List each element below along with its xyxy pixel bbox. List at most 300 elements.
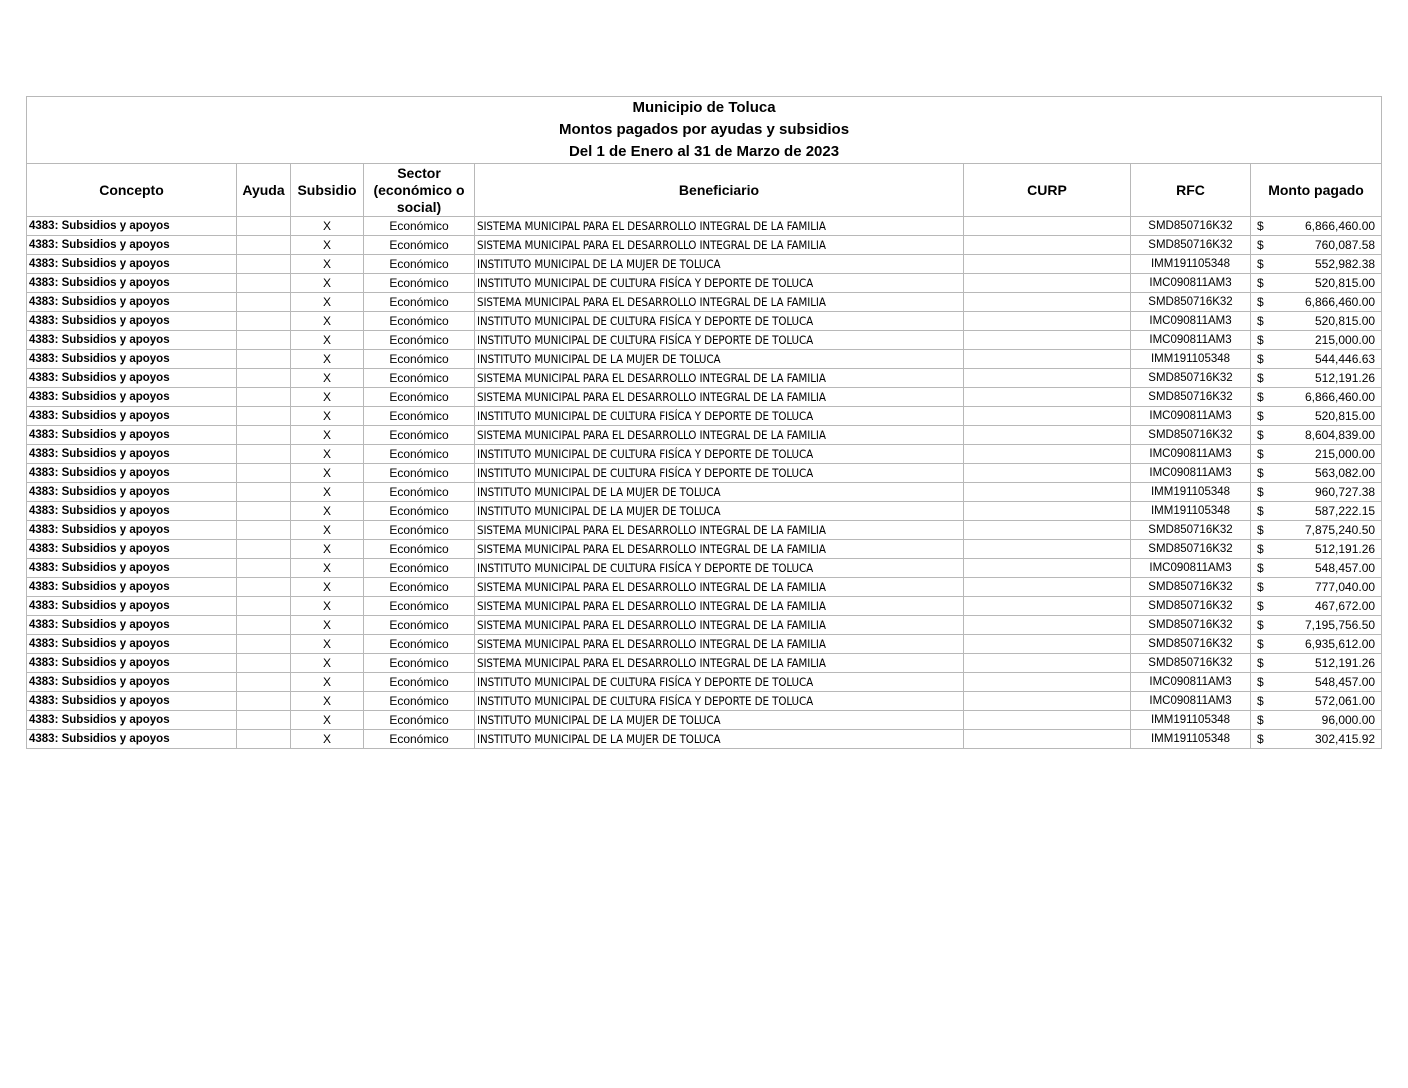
cell-subsidio: X	[291, 464, 364, 483]
cell-beneficiario: SISTEMA MUNICIPAL PARA EL DESARROLLO INTEGRAL DE LA FAMILIA	[475, 635, 964, 654]
cell-beneficiario: INSTITUTO MUNICIPAL DE CULTURA FISÍCA Y DEPORTE DE TOLUCA	[475, 331, 964, 350]
currency-symbol: $	[1257, 637, 1264, 651]
amount-value: 6,935,612.00	[1304, 637, 1376, 651]
report-title-block	[27, 97, 1382, 164]
table-row	[27, 236, 1382, 255]
currency-symbol: $	[1257, 428, 1264, 442]
cell-concepto: 4383: Subsidios y apoyos	[27, 369, 237, 388]
cell-curp	[964, 578, 1131, 597]
cell-monto	[1251, 407, 1382, 426]
cell-subsidio: X	[291, 293, 364, 312]
amount-value: 552,982.38	[1314, 257, 1376, 271]
cell-curp	[964, 540, 1131, 559]
currency-symbol: $	[1257, 504, 1264, 518]
cell-beneficiario: SISTEMA MUNICIPAL PARA EL DESARROLLO INTEGRAL DE LA FAMILIA	[475, 217, 964, 236]
amount-value: 6,866,460.00	[1304, 390, 1376, 404]
cell-curp	[964, 483, 1131, 502]
cell-sector: Económico	[364, 369, 475, 388]
cell-concepto: 4383: Subsidios y apoyos	[27, 464, 237, 483]
table-row	[27, 616, 1382, 635]
cell-rfc: SMD850716K32	[1131, 369, 1251, 388]
cell-concepto: 4383: Subsidios y apoyos	[27, 521, 237, 540]
cell-monto	[1251, 255, 1382, 274]
cell-concepto: 4383: Subsidios y apoyos	[27, 445, 237, 464]
table-row	[27, 730, 1382, 749]
table-row	[27, 540, 1382, 559]
cell-subsidio: X	[291, 692, 364, 711]
cell-ayuda	[237, 426, 291, 445]
cell-rfc: IMC090811AM3	[1131, 312, 1251, 331]
cell-subsidio: X	[291, 217, 364, 236]
cell-beneficiario: SISTEMA MUNICIPAL PARA EL DESARROLLO INTEGRAL DE LA FAMILIA	[475, 654, 964, 673]
cell-monto	[1251, 350, 1382, 369]
currency-symbol: $	[1257, 333, 1264, 347]
cell-monto	[1251, 635, 1382, 654]
amount-value: 467,672.00	[1314, 599, 1376, 613]
cell-concepto: 4383: Subsidios y apoyos	[27, 597, 237, 616]
amount-value: 215,000.00	[1314, 447, 1376, 461]
cell-beneficiario: SISTEMA MUNICIPAL PARA EL DESARROLLO INTEGRAL DE LA FAMILIA	[475, 597, 964, 616]
cell-rfc: IMM191105348	[1131, 502, 1251, 521]
cell-concepto: 4383: Subsidios y apoyos	[27, 673, 237, 692]
cell-ayuda	[237, 274, 291, 293]
cell-rfc: IMC090811AM3	[1131, 692, 1251, 711]
cell-monto	[1251, 654, 1382, 673]
cell-beneficiario: SISTEMA MUNICIPAL PARA EL DESARROLLO INTEGRAL DE LA FAMILIA	[475, 388, 964, 407]
currency-symbol: $	[1257, 580, 1264, 594]
cell-ayuda	[237, 654, 291, 673]
cell-curp	[964, 236, 1131, 255]
cell-subsidio: X	[291, 388, 364, 407]
cell-ayuda	[237, 578, 291, 597]
table-row	[27, 274, 1382, 293]
col-header-monto: Monto pagado	[1251, 164, 1382, 217]
cell-curp	[964, 616, 1131, 635]
cell-subsidio: X	[291, 521, 364, 540]
cell-concepto: 4383: Subsidios y apoyos	[27, 274, 237, 293]
cell-monto	[1251, 673, 1382, 692]
currency-symbol: $	[1257, 314, 1264, 328]
cell-sector: Económico	[364, 597, 475, 616]
cell-sector: Económico	[364, 293, 475, 312]
cell-beneficiario: INSTITUTO MUNICIPAL DE LA MUJER DE TOLUCA	[475, 502, 964, 521]
cell-rfc: SMD850716K32	[1131, 616, 1251, 635]
cell-sector: Económico	[364, 255, 475, 274]
cell-sector: Económico	[364, 654, 475, 673]
cell-ayuda	[237, 616, 291, 635]
cell-subsidio: X	[291, 407, 364, 426]
table-row	[27, 673, 1382, 692]
table-row	[27, 692, 1382, 711]
amount-value: 572,061.00	[1314, 694, 1376, 708]
currency-symbol: $	[1257, 295, 1264, 309]
cell-monto	[1251, 388, 1382, 407]
cell-curp	[964, 654, 1131, 673]
subsidies-table	[26, 96, 1382, 749]
cell-concepto: 4383: Subsidios y apoyos	[27, 654, 237, 673]
currency-symbol: $	[1257, 599, 1264, 613]
cell-sector: Económico	[364, 711, 475, 730]
cell-curp	[964, 369, 1131, 388]
cell-beneficiario: INSTITUTO MUNICIPAL DE LA MUJER DE TOLUCA	[475, 711, 964, 730]
cell-sector: Económico	[364, 426, 475, 445]
cell-subsidio: X	[291, 502, 364, 521]
cell-concepto: 4383: Subsidios y apoyos	[27, 255, 237, 274]
cell-beneficiario: SISTEMA MUNICIPAL PARA EL DESARROLLO INTEGRAL DE LA FAMILIA	[475, 369, 964, 388]
cell-curp	[964, 274, 1131, 293]
cell-curp	[964, 312, 1131, 331]
currency-symbol: $	[1257, 542, 1264, 556]
cell-ayuda	[237, 673, 291, 692]
amount-value: 520,815.00	[1314, 314, 1376, 328]
col-header-ayuda: Ayuda	[237, 164, 291, 217]
cell-ayuda	[237, 293, 291, 312]
currency-symbol: $	[1257, 561, 1264, 575]
cell-ayuda	[237, 255, 291, 274]
cell-ayuda	[237, 464, 291, 483]
cell-ayuda	[237, 540, 291, 559]
cell-rfc: SMD850716K32	[1131, 426, 1251, 445]
cell-ayuda	[237, 483, 291, 502]
cell-beneficiario: INSTITUTO MUNICIPAL DE CULTURA FISÍCA Y DEPORTE DE TOLUCA	[475, 274, 964, 293]
cell-sector: Económico	[364, 502, 475, 521]
cell-ayuda	[237, 559, 291, 578]
cell-beneficiario: INSTITUTO MUNICIPAL DE LA MUJER DE TOLUCA	[475, 483, 964, 502]
currency-symbol: $	[1257, 409, 1264, 423]
col-header-subsidio: Subsidio	[291, 164, 364, 217]
cell-beneficiario: SISTEMA MUNICIPAL PARA EL DESARROLLO INTEGRAL DE LA FAMILIA	[475, 540, 964, 559]
amount-value: 215,000.00	[1314, 333, 1376, 347]
cell-subsidio: X	[291, 426, 364, 445]
cell-concepto: 4383: Subsidios y apoyos	[27, 350, 237, 369]
cell-rfc: SMD850716K32	[1131, 635, 1251, 654]
cell-sector: Económico	[364, 236, 475, 255]
cell-monto	[1251, 692, 1382, 711]
cell-monto	[1251, 730, 1382, 749]
table-row	[27, 654, 1382, 673]
report-title-subject: Montos pagados por ayudas y subsidios	[559, 121, 850, 138]
cell-beneficiario: SISTEMA MUNICIPAL PARA EL DESARROLLO INTEGRAL DE LA FAMILIA	[475, 616, 964, 635]
cell-beneficiario: SISTEMA MUNICIPAL PARA EL DESARROLLO INTEGRAL DE LA FAMILIA	[475, 578, 964, 597]
cell-curp	[964, 464, 1131, 483]
cell-rfc: SMD850716K32	[1131, 388, 1251, 407]
cell-curp	[964, 331, 1131, 350]
cell-concepto: 4383: Subsidios y apoyos	[27, 217, 237, 236]
cell-sector: Económico	[364, 635, 475, 654]
table-row	[27, 464, 1382, 483]
amount-value: 548,457.00	[1314, 561, 1376, 575]
cell-ayuda	[237, 597, 291, 616]
cell-monto	[1251, 597, 1382, 616]
cell-monto	[1251, 369, 1382, 388]
cell-curp	[964, 445, 1131, 464]
cell-ayuda	[237, 236, 291, 255]
col-header-curp: CURP	[964, 164, 1131, 217]
cell-monto	[1251, 274, 1382, 293]
cell-rfc: IMM191105348	[1131, 483, 1251, 502]
cell-concepto: 4383: Subsidios y apoyos	[27, 730, 237, 749]
col-header-beneficiario: Beneficiario	[475, 164, 964, 217]
cell-beneficiario: INSTITUTO MUNICIPAL DE LA MUJER DE TOLUCA	[475, 255, 964, 274]
cell-curp	[964, 692, 1131, 711]
table-row	[27, 255, 1382, 274]
cell-curp	[964, 293, 1131, 312]
cell-sector: Económico	[364, 578, 475, 597]
currency-symbol: $	[1257, 618, 1264, 632]
cell-subsidio: X	[291, 540, 364, 559]
cell-subsidio: X	[291, 597, 364, 616]
table-row	[27, 217, 1382, 236]
cell-concepto: 4383: Subsidios y apoyos	[27, 559, 237, 578]
amount-value: 587,222.15	[1314, 504, 1376, 518]
cell-ayuda	[237, 521, 291, 540]
cell-subsidio: X	[291, 483, 364, 502]
currency-symbol: $	[1257, 466, 1264, 480]
table-row	[27, 635, 1382, 654]
cell-sector: Económico	[364, 616, 475, 635]
amount-value: 6,866,460.00	[1304, 295, 1376, 309]
cell-sector: Económico	[364, 464, 475, 483]
amount-value: 302,415.92	[1314, 732, 1376, 746]
amount-value: 544,446.63	[1314, 352, 1376, 366]
cell-beneficiario: INSTITUTO MUNICIPAL DE LA MUJER DE TOLUCA	[475, 350, 964, 369]
cell-ayuda	[237, 445, 291, 464]
cell-monto	[1251, 521, 1382, 540]
cell-monto	[1251, 293, 1382, 312]
cell-concepto: 4383: Subsidios y apoyos	[27, 426, 237, 445]
cell-ayuda	[237, 635, 291, 654]
cell-rfc: SMD850716K32	[1131, 578, 1251, 597]
cell-concepto: 4383: Subsidios y apoyos	[27, 540, 237, 559]
cell-sector: Económico	[364, 445, 475, 464]
cell-subsidio: X	[291, 331, 364, 350]
table-row	[27, 426, 1382, 445]
currency-symbol: $	[1257, 371, 1264, 385]
cell-curp	[964, 388, 1131, 407]
cell-rfc: SMD850716K32	[1131, 521, 1251, 540]
cell-beneficiario: SISTEMA MUNICIPAL PARA EL DESARROLLO INTEGRAL DE LA FAMILIA	[475, 426, 964, 445]
cell-subsidio: X	[291, 616, 364, 635]
cell-monto	[1251, 236, 1382, 255]
amount-value: 96,000.00	[1321, 713, 1376, 727]
cell-sector: Económico	[364, 388, 475, 407]
cell-curp	[964, 350, 1131, 369]
cell-subsidio: X	[291, 730, 364, 749]
currency-symbol: $	[1257, 390, 1264, 404]
cell-beneficiario: INSTITUTO MUNICIPAL DE CULTURA FISÍCA Y DEPORTE DE TOLUCA	[475, 559, 964, 578]
cell-rfc: IMC090811AM3	[1131, 464, 1251, 483]
amount-value: 548,457.00	[1314, 675, 1376, 689]
currency-symbol: $	[1257, 219, 1264, 233]
currency-symbol: $	[1257, 675, 1264, 689]
cell-sector: Económico	[364, 274, 475, 293]
cell-curp	[964, 217, 1131, 236]
currency-symbol: $	[1257, 732, 1264, 746]
cell-beneficiario: INSTITUTO MUNICIPAL DE CULTURA FISÍCA Y DEPORTE DE TOLUCA	[475, 445, 964, 464]
cell-beneficiario: INSTITUTO MUNICIPAL DE CULTURA FISÍCA Y DEPORTE DE TOLUCA	[475, 673, 964, 692]
cell-sector: Económico	[364, 540, 475, 559]
currency-symbol: $	[1257, 523, 1264, 537]
currency-symbol: $	[1257, 713, 1264, 727]
cell-beneficiario: INSTITUTO MUNICIPAL DE CULTURA FISÍCA Y DEPORTE DE TOLUCA	[475, 692, 964, 711]
report-title-period: Del 1 de Enero al 31 de Marzo de 2023	[568, 143, 840, 160]
cell-curp	[964, 673, 1131, 692]
amount-value: 777,040.00	[1314, 580, 1376, 594]
cell-rfc: IMM191105348	[1131, 255, 1251, 274]
amount-value: 7,875,240.50	[1304, 523, 1376, 537]
cell-subsidio: X	[291, 350, 364, 369]
amount-value: 520,815.00	[1314, 409, 1376, 423]
cell-concepto: 4383: Subsidios y apoyos	[27, 293, 237, 312]
currency-symbol: $	[1257, 694, 1264, 708]
currency-symbol: $	[1257, 238, 1264, 252]
table-row	[27, 445, 1382, 464]
cell-rfc: SMD850716K32	[1131, 654, 1251, 673]
cell-monto	[1251, 578, 1382, 597]
cell-curp	[964, 426, 1131, 445]
table-row	[27, 521, 1382, 540]
cell-ayuda	[237, 730, 291, 749]
cell-subsidio: X	[291, 236, 364, 255]
cell-monto	[1251, 540, 1382, 559]
amount-value: 8,604,839.00	[1304, 428, 1376, 442]
cell-rfc: SMD850716K32	[1131, 236, 1251, 255]
cell-subsidio: X	[291, 312, 364, 331]
cell-monto	[1251, 616, 1382, 635]
amount-value: 512,191.26	[1314, 371, 1376, 385]
cell-subsidio: X	[291, 445, 364, 464]
cell-ayuda	[237, 388, 291, 407]
cell-subsidio: X	[291, 559, 364, 578]
cell-concepto: 4383: Subsidios y apoyos	[27, 692, 237, 711]
cell-curp	[964, 730, 1131, 749]
amount-value: 520,815.00	[1314, 276, 1376, 290]
cell-rfc: IMC090811AM3	[1131, 407, 1251, 426]
title-row	[27, 97, 1382, 164]
cell-rfc: IMC090811AM3	[1131, 673, 1251, 692]
cell-concepto: 4383: Subsidios y apoyos	[27, 407, 237, 426]
cell-sector: Económico	[364, 692, 475, 711]
table-row	[27, 597, 1382, 616]
cell-curp	[964, 559, 1131, 578]
cell-concepto: 4383: Subsidios y apoyos	[27, 388, 237, 407]
cell-sector: Económico	[364, 217, 475, 236]
cell-rfc: IMM191105348	[1131, 350, 1251, 369]
cell-ayuda	[237, 369, 291, 388]
table-row	[27, 331, 1382, 350]
cell-monto	[1251, 445, 1382, 464]
cell-rfc: IMC090811AM3	[1131, 274, 1251, 293]
column-header-row	[27, 164, 1382, 217]
cell-rfc: SMD850716K32	[1131, 217, 1251, 236]
cell-sector: Económico	[364, 673, 475, 692]
amount-value: 512,191.26	[1314, 656, 1376, 670]
amount-value: 7,195,756.50	[1304, 618, 1376, 632]
cell-rfc: SMD850716K32	[1131, 540, 1251, 559]
table-row	[27, 388, 1382, 407]
cell-rfc: IMC090811AM3	[1131, 445, 1251, 464]
cell-subsidio: X	[291, 369, 364, 388]
cell-ayuda	[237, 692, 291, 711]
cell-subsidio: X	[291, 654, 364, 673]
report-sheet	[26, 96, 1381, 749]
cell-curp	[964, 711, 1131, 730]
cell-curp	[964, 255, 1131, 274]
cell-rfc: IMM191105348	[1131, 711, 1251, 730]
table-row	[27, 312, 1382, 331]
table-row	[27, 578, 1382, 597]
cell-ayuda	[237, 331, 291, 350]
cell-concepto: 4383: Subsidios y apoyos	[27, 502, 237, 521]
cell-curp	[964, 502, 1131, 521]
table-row	[27, 483, 1382, 502]
cell-rfc: IMM191105348	[1131, 730, 1251, 749]
cell-concepto: 4383: Subsidios y apoyos	[27, 578, 237, 597]
cell-beneficiario: INSTITUTO MUNICIPAL DE CULTURA FISÍCA Y DEPORTE DE TOLUCA	[475, 407, 964, 426]
cell-ayuda	[237, 217, 291, 236]
cell-curp	[964, 635, 1131, 654]
cell-beneficiario: INSTITUTO MUNICIPAL DE LA MUJER DE TOLUCA	[475, 730, 964, 749]
currency-symbol: $	[1257, 352, 1264, 366]
currency-symbol: $	[1257, 276, 1264, 290]
cell-concepto: 4383: Subsidios y apoyos	[27, 483, 237, 502]
cell-monto	[1251, 217, 1382, 236]
cell-beneficiario: INSTITUTO MUNICIPAL DE CULTURA FISÍCA Y DEPORTE DE TOLUCA	[475, 464, 964, 483]
cell-ayuda	[237, 350, 291, 369]
cell-beneficiario: SISTEMA MUNICIPAL PARA EL DESARROLLO INTEGRAL DE LA FAMILIA	[475, 236, 964, 255]
cell-ayuda	[237, 502, 291, 521]
cell-subsidio: X	[291, 711, 364, 730]
cell-ayuda	[237, 407, 291, 426]
cell-subsidio: X	[291, 578, 364, 597]
cell-monto	[1251, 559, 1382, 578]
cell-sector: Económico	[364, 483, 475, 502]
cell-concepto: 4383: Subsidios y apoyos	[27, 331, 237, 350]
table-row	[27, 711, 1382, 730]
cell-subsidio: X	[291, 255, 364, 274]
currency-symbol: $	[1257, 447, 1264, 461]
cell-sector: Económico	[364, 407, 475, 426]
cell-subsidio: X	[291, 635, 364, 654]
amount-value: 6,866,460.00	[1304, 219, 1376, 233]
cell-monto	[1251, 483, 1382, 502]
cell-concepto: 4383: Subsidios y apoyos	[27, 635, 237, 654]
amount-value: 512,191.26	[1314, 542, 1376, 556]
cell-curp	[964, 407, 1131, 426]
cell-monto	[1251, 426, 1382, 445]
cell-monto	[1251, 502, 1382, 521]
cell-sector: Económico	[364, 331, 475, 350]
cell-rfc: SMD850716K32	[1131, 293, 1251, 312]
cell-rfc: IMC090811AM3	[1131, 331, 1251, 350]
cell-curp	[964, 597, 1131, 616]
cell-concepto: 4383: Subsidios y apoyos	[27, 312, 237, 331]
col-header-concepto: Concepto	[27, 164, 237, 217]
cell-subsidio: X	[291, 274, 364, 293]
currency-symbol: $	[1257, 485, 1264, 499]
table-row	[27, 502, 1382, 521]
cell-ayuda	[237, 711, 291, 730]
table-body	[27, 217, 1382, 749]
cell-concepto: 4383: Subsidios y apoyos	[27, 616, 237, 635]
cell-sector: Económico	[364, 350, 475, 369]
cell-sector: Económico	[364, 312, 475, 331]
table-row	[27, 350, 1382, 369]
cell-rfc: IMC090811AM3	[1131, 559, 1251, 578]
cell-monto	[1251, 711, 1382, 730]
cell-sector: Económico	[364, 521, 475, 540]
cell-beneficiario: INSTITUTO MUNICIPAL DE CULTURA FISÍCA Y DEPORTE DE TOLUCA	[475, 312, 964, 331]
